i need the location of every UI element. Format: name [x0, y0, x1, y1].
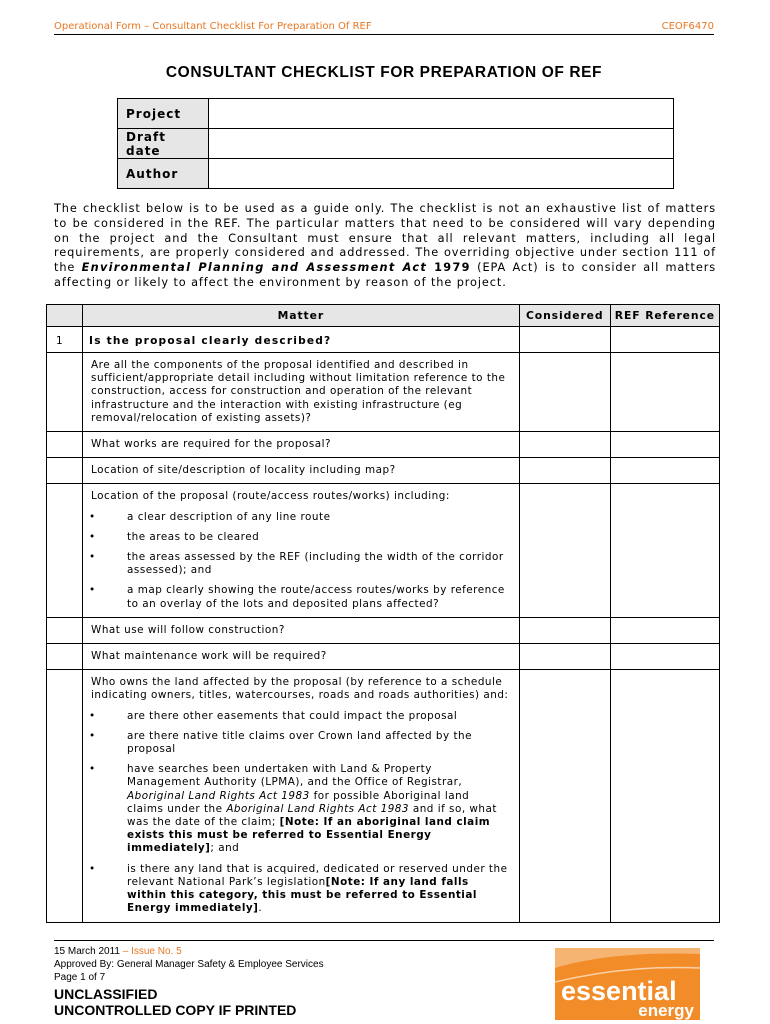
bullet-icon: •	[89, 584, 96, 597]
header-matter: Matter	[83, 305, 520, 327]
footer-page-number: Page 1 of 7	[54, 972, 106, 983]
footer-approved-by: Approved By: General Manager Safety & Employee Services	[54, 959, 324, 970]
list-item: • are there other easements that could impact the proposal	[89, 709, 458, 722]
act-name: Environmental Planning and Assessment Act	[81, 261, 428, 275]
considered-cell[interactable]	[519, 617, 610, 643]
considered-cell[interactable]	[519, 353, 610, 432]
ref-reference-cell[interactable]	[610, 484, 719, 617]
section-row	[47, 327, 720, 353]
footer-classification: UNCLASSIFIED	[54, 986, 158, 1002]
considered-cell[interactable]	[519, 327, 610, 353]
bullet-icon: •	[89, 862, 96, 875]
table-row	[47, 458, 720, 484]
considered-cell[interactable]	[519, 432, 610, 458]
section-question: Is the proposal clearly described?	[83, 327, 520, 353]
footer-issue: – Issue No. 5	[119, 946, 182, 957]
header-form-title: Operational Form – Consultant Checklist For Preparation Of REF	[54, 21, 372, 32]
list-item: • are there native title claims over Crown land affected by the proposal	[89, 729, 473, 756]
matter-maintenance: What maintenance work will be required?	[91, 650, 327, 663]
considered-cell[interactable]	[519, 670, 610, 922]
header-form-code: CEOF6470	[661, 21, 714, 32]
ref-reference-cell[interactable]	[610, 617, 719, 643]
ref-reference-cell[interactable]	[610, 432, 719, 458]
logo-text-essential: essential	[561, 976, 677, 1006]
header-considered: Considered	[519, 305, 610, 327]
ref-reference-cell[interactable]	[610, 327, 719, 353]
list-item: • a map clearly showing the route/access routes/works by reference to an overlay of the lots and deposited plans affected?	[89, 584, 505, 610]
bullet-icon: •	[89, 763, 96, 776]
considered-cell[interactable]	[519, 484, 610, 617]
info-label: Project	[118, 99, 209, 129]
intro-text: (EPA Act) is to consider all matters affecting or likely to affect the environment by reason of the project.	[54, 261, 717, 289]
footer-date: 15 March 2011	[54, 946, 120, 957]
note-text: [Note: If an aboriginal land claim exists this must be referred to Essential Energy immediately]	[127, 816, 491, 855]
info-value-field[interactable]	[209, 99, 674, 129]
list-item: • a clear description of any line route	[89, 510, 331, 523]
matter-components: Are all the components of the proposal identified and described in sufficient/appropriate detail including without limitation reference to the construction, access for construction and operation of the relevant infrastructure and the interaction with existing infrastructure (eg removal/relocation of existing assets)?	[91, 359, 506, 424]
ref-reference-cell[interactable]	[610, 458, 719, 484]
table-row	[47, 617, 720, 643]
bullet-icon: •	[89, 510, 96, 523]
header-blank	[47, 305, 83, 327]
checklist-table	[46, 304, 720, 923]
table-row	[47, 353, 720, 432]
ref-reference-cell[interactable]	[610, 353, 719, 432]
footer-copy-notice: UNCONTROLLED COPY IF PRINTED	[54, 1002, 297, 1018]
logo-text-energy: energy	[638, 1001, 694, 1020]
list-item: • the areas assessed by the REF (including the width of the corridor assessed); and	[89, 551, 504, 577]
table-header-row	[47, 305, 720, 327]
info-row-author	[118, 159, 674, 189]
table-row	[47, 644, 720, 670]
info-value-field[interactable]	[209, 129, 674, 159]
info-value-field[interactable]	[209, 159, 674, 189]
list-intro: Who owns the land affected by the proposal (by reference to a schedule indicating owners, titles, watercourses, roads and roads authorities) and:	[91, 676, 509, 702]
info-label: Draft date	[118, 129, 209, 159]
note-text: [Note: If any land falls within this category, this must be referred to Essential Energy immediately]	[127, 875, 477, 915]
page-header	[54, 20, 714, 35]
bullet-icon: •	[89, 551, 96, 564]
intro-paragraph	[54, 202, 716, 291]
footer-date-issue	[54, 946, 182, 957]
considered-cell[interactable]	[519, 644, 610, 670]
info-row-project	[118, 99, 674, 129]
considered-cell[interactable]	[519, 458, 610, 484]
ref-reference-cell[interactable]	[610, 670, 719, 922]
list-item: • the areas to be cleared	[89, 530, 260, 543]
essential-energy-logo	[555, 948, 700, 1020]
table-row	[47, 484, 720, 617]
list-intro: Location of the proposal (route/access routes/works) including:	[91, 490, 450, 503]
intro-text: The checklist below is to be used as a guide only. The checklist is not an exhaustive list of matters to be considered in the REF. The particular matters that need to be considered will vary depending on the project and the Consultant must ensure that all relevant matters, including all legal requirements, are properly considered and addressed. The overriding objective under section 111 of the	[54, 202, 716, 275]
matter-land-owners	[83, 670, 519, 921]
matter-location-proposal	[83, 484, 519, 616]
project-info-table	[117, 98, 674, 189]
bullet-icon: •	[89, 729, 96, 742]
matter-location-site: Location of site/description of locality including map?	[91, 464, 396, 477]
list-item: • is there any land that is acquired, dedicated or reserved under the relevant National Park’s legislation[Note: If any land falls within this category, this must be referred to Essential Energy immediately].	[89, 862, 508, 915]
matter-use: What use will follow construction?	[91, 623, 285, 636]
info-label: Author	[118, 159, 209, 189]
bullet-icon: •	[89, 709, 96, 722]
ref-reference-cell[interactable]	[610, 644, 719, 670]
table-row	[47, 432, 720, 458]
document-title: CONSULTANT CHECKLIST FOR PREPARATION OF REF	[165, 64, 603, 81]
info-row-draft-date	[118, 129, 674, 159]
header-ref-reference: REF Reference	[610, 305, 719, 327]
section-number: 1	[47, 327, 83, 353]
table-row	[47, 670, 720, 922]
matter-works: What works are required for the proposal?	[91, 438, 332, 451]
list-item: • have searches been undertaken with Land & Property Management Authority (LPMA), and the Office of Registrar, Aboriginal Land Rights Act 1983 for possible Aboriginal land claims under the Aboriginal Land Rights Act 1983 and if so, what was the date of the claim; [Note: If an aboriginal land claim exists this must be referred to Essential Energy immediately]; and	[89, 763, 497, 855]
bullet-icon: •	[89, 530, 96, 543]
act-year: 1979	[427, 261, 471, 275]
